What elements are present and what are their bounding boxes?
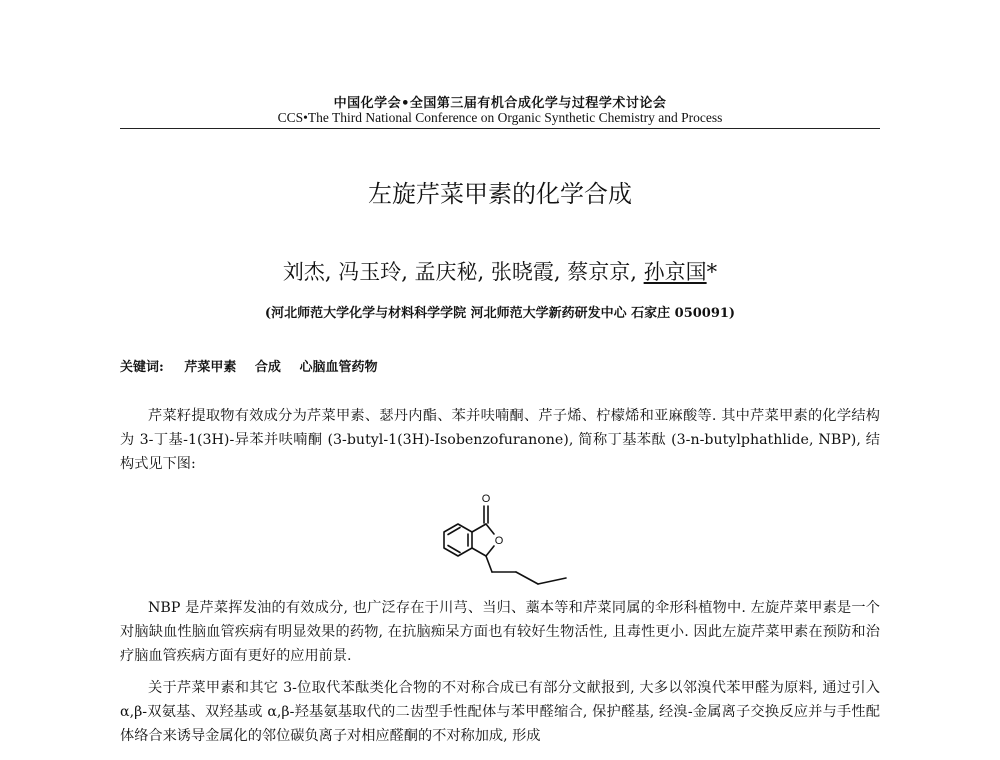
corresponding-mark: * [706, 260, 718, 284]
butyl-chain [516, 572, 538, 584]
body-paragraph-3 [120, 676, 880, 748]
affiliation: (河北师范大学化学与材料科学学院 河北师范大学新药研发中心 石家庄 050091) [264, 306, 736, 321]
bond [486, 546, 494, 556]
atom-label-o: O [481, 493, 491, 505]
keyword: 心脑血管药物 [299, 360, 378, 375]
header-divider [120, 128, 880, 129]
paragraph-text: 芹菜籽提取物有效成分为芹菜甲素、瑟丹内酯、苯并呋喃酮、芹子烯、柠檬烯和亚麻酸等. 其中芹菜甲素的化学结构为 3-丁基-1(3H)-异苯并呋喃酮 (3-butyl-1(3H)-Isobenzofuranone), 简称丁基苯酞 (3-n-butylphathlide, NBP), 结构式见下图: [120, 408, 880, 472]
bond [472, 524, 486, 532]
keywords [120, 356, 391, 375]
author-names: 刘杰, 冯玉玲, 孟庆秘, 张晓霞, 蔡京京, [282, 260, 644, 284]
corresponding-author: 孙京国 [643, 260, 707, 284]
paragraph-text: NBP 是芹菜挥发油的有效成分, 也广泛存在于川芎、当归、藁本等和芹菜同属的伞形科植物中. 左旋芹菜甲素是一个对脑缺血性脑血管疾病有明显效果的药物, 在抗脑痴呆方面也有较好生物活性, 且毒性更小. 因此左旋芹菜甲素在预防和治疗脑血管疾病方面有更好的应用前景. [120, 600, 880, 664]
keyword: 芹菜甲素 [184, 360, 237, 375]
paper-title: 左旋芹菜甲素的化学合成 [368, 180, 632, 208]
author-list [0, 256, 1000, 286]
butyl-chain [486, 556, 492, 572]
body-paragraph-2 [120, 596, 880, 668]
conference-title-cn: 中国化学会•全国第三届有机合成化学与过程学术讨论会 [333, 96, 667, 111]
keywords-label: 关键词: [120, 360, 164, 375]
paragraph-text: 关于芹菜甲素和其它 3-位取代苯酞类化合物的不对称合成已有部分文献报到, 大多以邻溴代苯甲醛为原料, 通过引入 α,β-双氨基、双羟基或 α,β-羟基氨基取代的二齿型手性配体与苯甲醛缩合, 保护醛基, 经溴-金属离子交换反应并与手性配体络合来诱导金属化的邻位碳负离子对相应醛酮的不对称加成, 形成 [120, 680, 880, 744]
keyword: 合成 [254, 360, 281, 375]
butyl-chain [538, 578, 566, 584]
nbp-structure-diagram [420, 488, 580, 592]
conference-title-en: CCS•The Third National Conference on Organic Synthetic Chemistry and Process [277, 110, 723, 125]
atom-label-o: O [494, 535, 504, 547]
bond [472, 548, 486, 556]
body-paragraph-1 [120, 404, 880, 476]
bond [486, 524, 494, 534]
